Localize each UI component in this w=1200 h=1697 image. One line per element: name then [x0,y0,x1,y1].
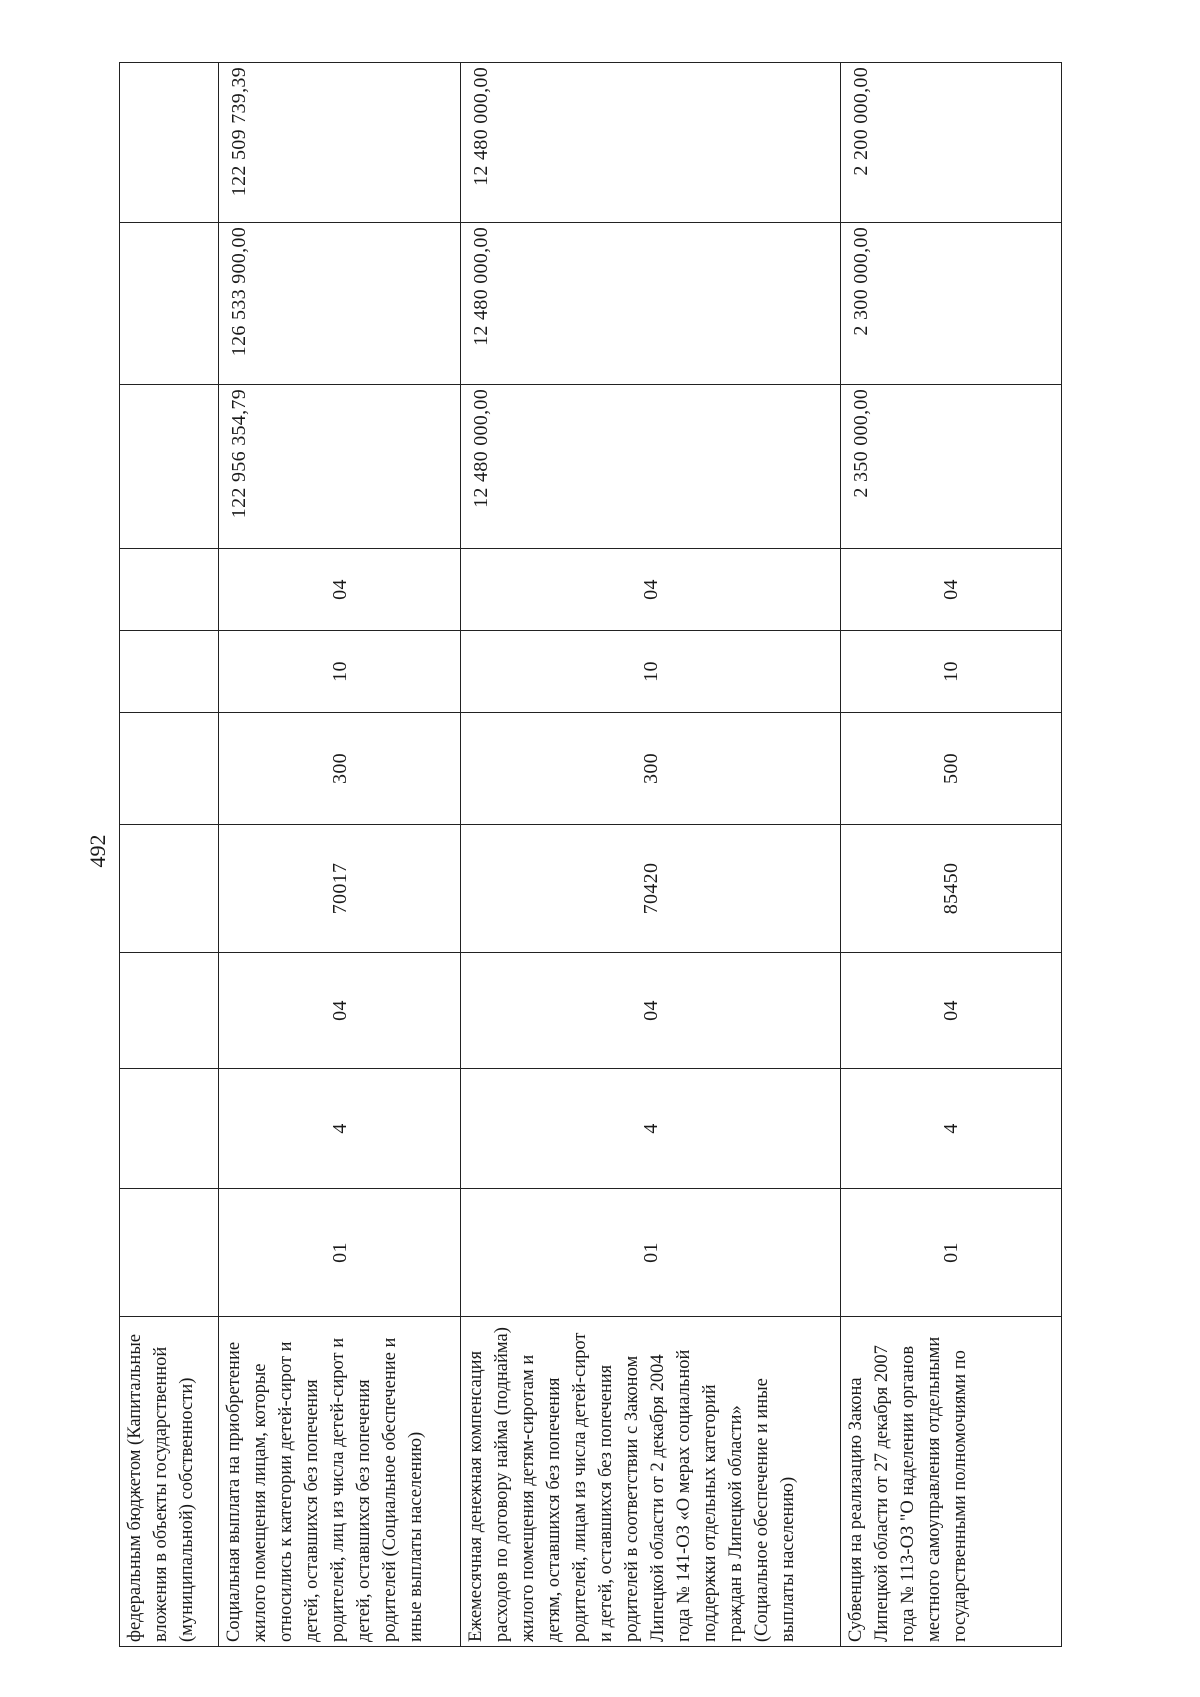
row-description: Ежемесячная денежная компенсация расходов по договору найма (поднайма) жилого помещения детям-сиротам и детям, оставшихся без попечения родителей, лицам из числа детей-сирот и детей, оставшихся без попечения родителей в соответствии с Законом Липецкой области от 2 декабря 2004 года № 141-ОЗ «О мерах социальной поддержки отдельных категорий граждан в Липецкой области» (Социальное обеспечение и иные выплаты населению) [461,1317,841,1647]
cell-amount-2: 12 480 000,00 [461,223,841,385]
cell-c5: 500 [841,713,1062,825]
rotated-table-frame [119,63,1061,1647]
cell-c1: 01 [219,1189,461,1317]
row-description: Субвенция на реализацию Закона Липецкой области от 27 декабря 2007 года № 113-ОЗ "О наделении органов местного самоуправления отдельными государственными полномочиями по [841,1317,1062,1647]
cell-c3 [120,953,219,1069]
cell-c3: 04 [219,953,461,1069]
cell-c4: 70420 [461,825,841,953]
cell-amount-3 [120,63,219,223]
cell-c7: 04 [841,549,1062,631]
cell-c5: 300 [219,713,461,825]
cell-c6: 10 [461,631,841,713]
page-number: 492 [85,834,110,868]
cell-c4: 70017 [219,825,461,953]
cell-amount-1 [120,385,219,549]
cell-c6: 10 [841,631,1062,713]
cell-amount-3: 122 509 739,39 [219,63,461,223]
cell-c5 [120,713,219,825]
cell-amount-3: 12 480 000,00 [461,63,841,223]
cell-amount-1: 2 350 000,00 [841,385,1062,549]
cell-c6: 10 [219,631,461,713]
cell-c4 [120,825,219,953]
cell-c5: 300 [461,713,841,825]
cell-c7 [120,549,219,631]
table-row [841,63,1062,1647]
table-row [120,63,219,1647]
cell-c6 [120,631,219,713]
cell-c3: 04 [841,953,1062,1069]
budget-table [119,62,1062,1647]
table-row [219,63,461,1647]
cell-c2 [120,1069,219,1189]
cell-amount-2: 126 533 900,00 [219,223,461,385]
cell-c1: 01 [841,1189,1062,1317]
cell-amount-1: 122 956 354,79 [219,385,461,549]
cell-c3: 04 [461,953,841,1069]
cell-amount-1: 12 480 000,00 [461,385,841,549]
cell-c4: 85450 [841,825,1062,953]
cell-amount-2: 2 300 000,00 [841,223,1062,385]
cell-c2: 4 [219,1069,461,1189]
cell-c1: 01 [461,1189,841,1317]
cell-c7: 04 [219,549,461,631]
cell-amount-3: 2 200 000,00 [841,63,1062,223]
cell-amount-2 [120,223,219,385]
row-description: Социальная выплата на приобретение жилого помещения лицам, которые относились к категории детей-сирот и детей, оставшихся без попечения родителей, лиц из числа детей-сирот и детей, оставшихся без попечения родителей (Социальное обеспечение и иные выплаты населению) [219,1317,461,1647]
cell-c1 [120,1189,219,1317]
cell-c7: 04 [461,549,841,631]
row-description: федеральным бюджетом (Капитальные вложения в объекты государственной (муниципальной) собственности) [120,1317,219,1647]
cell-c2: 4 [461,1069,841,1189]
table-row [461,63,841,1647]
cell-c2: 4 [841,1069,1062,1189]
